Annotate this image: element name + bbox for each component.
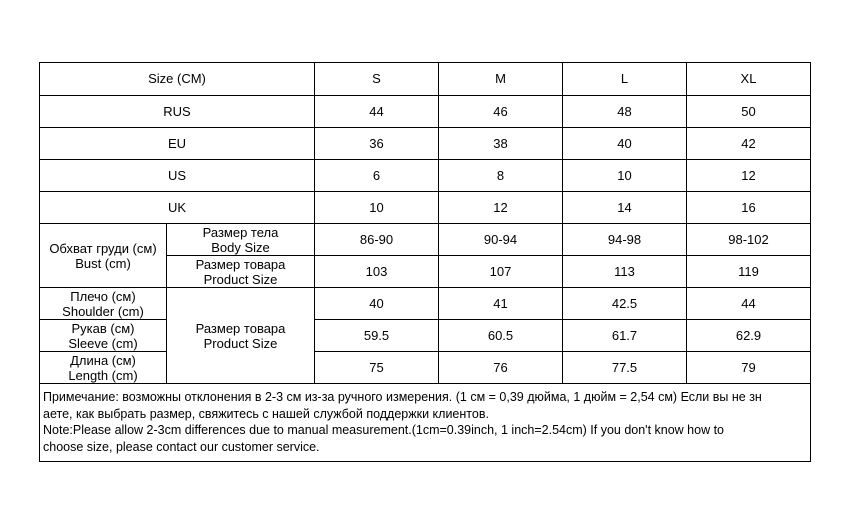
note-en-line-1: Note:Please allow 2-3cm differences due to manual measurement.(1cm=0.39inch, 1 inch=2.54cm) If you don't know how to	[43, 423, 724, 437]
us-m: 8	[439, 160, 563, 192]
bust-product-m: 107	[439, 256, 563, 288]
uk-l: 14	[563, 192, 687, 224]
us-xl: 12	[687, 160, 811, 192]
shoulder-label-en: Shoulder (cm)	[62, 303, 144, 319]
size-xl-header: XL	[687, 63, 811, 96]
uk-row	[40, 192, 811, 224]
sleeve-xl: 62.9	[687, 320, 811, 352]
eu-m: 38	[439, 128, 563, 160]
bust-label-ru: Обхват груди (см)	[49, 240, 157, 256]
length-label-en: Length (cm)	[68, 367, 138, 383]
body-size-label-en: Body Size	[211, 239, 270, 255]
length-label	[40, 352, 167, 384]
note-en-line-2: choose size, please contact our customer service.	[43, 439, 320, 454]
us-l: 10	[563, 160, 687, 192]
rus-row	[40, 96, 811, 128]
us-row	[40, 160, 811, 192]
length-s: 75	[315, 352, 439, 384]
shoulder-row	[40, 288, 811, 320]
eu-s: 36	[315, 128, 439, 160]
shoulder-label-ru: Плечо (см)	[70, 288, 136, 304]
sleeve-label-en: Sleeve (cm)	[68, 335, 138, 351]
bust-body-row	[40, 224, 811, 256]
bust-body-m: 90-94	[439, 224, 563, 256]
size-s-header: S	[315, 63, 439, 96]
sleeve-row	[40, 320, 811, 352]
note-ru-line-1: Примечание: возможны отклонения в 2-3 см из-за ручного измерения. (1 см = 0,39 дюйма, 1 дюйм = 2,54 см) Если вы не зн	[43, 390, 762, 404]
uk-xl: 16	[687, 192, 811, 224]
bust-label-en: Bust (cm)	[75, 255, 131, 271]
size-header-label: Size (CM)	[40, 63, 315, 96]
length-label-ru: Длина (см)	[70, 352, 136, 368]
eu-row	[40, 128, 811, 160]
body-size-label	[167, 224, 315, 256]
sleeve-m: 60.5	[439, 320, 563, 352]
product-size-group-ru: Размер товара	[195, 320, 286, 336]
product-size-label	[167, 256, 315, 288]
note-ru-line-2: аете, как выбрать размер, свяжитесь с нашей службой поддержки клиентов.	[43, 406, 489, 421]
rus-m: 46	[439, 96, 563, 128]
eu-xl: 42	[687, 128, 811, 160]
uk-s: 10	[315, 192, 439, 224]
shoulder-m: 41	[439, 288, 563, 320]
bust-product-l: 113	[563, 256, 687, 288]
shoulder-l: 42.5	[563, 288, 687, 320]
measurement-note	[40, 384, 811, 462]
body-size-label-ru: Размер тела	[202, 224, 279, 240]
size-m-header: M	[439, 63, 563, 96]
eu-l: 40	[563, 128, 687, 160]
rus-label: RUS	[40, 96, 315, 128]
shoulder-label	[40, 288, 167, 320]
sleeve-label	[40, 320, 167, 352]
product-size-label-ru: Размер товара	[195, 256, 286, 272]
uk-m: 12	[439, 192, 563, 224]
product-size-group-en: Product Size	[203, 335, 278, 351]
uk-label: UK	[40, 192, 315, 224]
sleeve-l: 61.7	[563, 320, 687, 352]
eu-label: EU	[40, 128, 315, 160]
us-label: US	[40, 160, 315, 192]
header-row	[40, 63, 811, 96]
rus-xl: 50	[687, 96, 811, 128]
bust-product-s: 103	[315, 256, 439, 288]
shoulder-s: 40	[315, 288, 439, 320]
note-row	[40, 384, 811, 462]
sleeve-s: 59.5	[315, 320, 439, 352]
bust-body-xl: 98-102	[687, 224, 811, 256]
rus-s: 44	[315, 96, 439, 128]
product-size-group-label	[167, 288, 315, 384]
length-xl: 79	[687, 352, 811, 384]
shoulder-xl: 44	[687, 288, 811, 320]
bust-label	[40, 224, 167, 288]
length-l: 77.5	[563, 352, 687, 384]
size-l-header: L	[563, 63, 687, 96]
bust-body-l: 94-98	[563, 224, 687, 256]
sleeve-label-ru: Рукав (см)	[71, 320, 135, 336]
us-s: 6	[315, 160, 439, 192]
bust-body-s: 86-90	[315, 224, 439, 256]
length-m: 76	[439, 352, 563, 384]
rus-l: 48	[563, 96, 687, 128]
length-row	[40, 352, 811, 384]
size-chart-table	[39, 62, 811, 462]
bust-product-xl: 119	[687, 256, 811, 288]
product-size-label-en: Product Size	[203, 271, 278, 287]
